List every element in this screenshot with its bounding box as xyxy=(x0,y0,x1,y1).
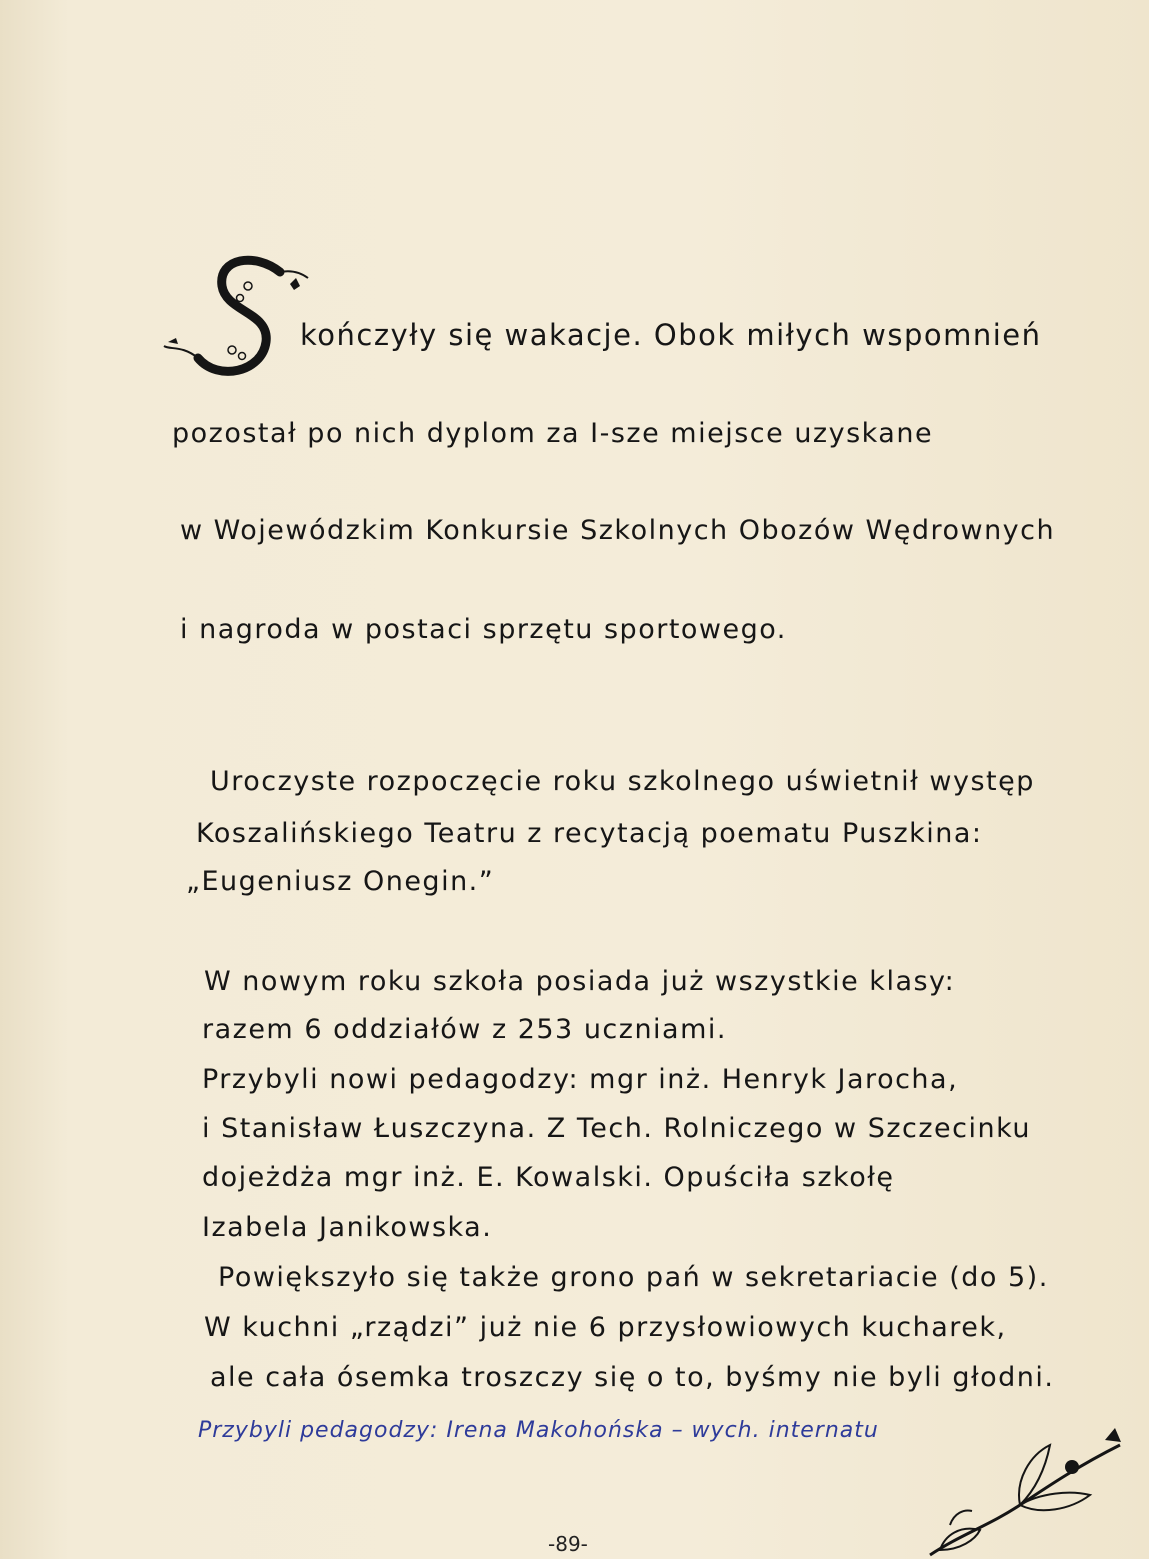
flower-drawing-icon xyxy=(920,1425,1149,1559)
school-year-line: Izabela Janikowska. xyxy=(202,1212,493,1243)
intro-line-2: pozostał po nich dyplom za I-sze miejsce uzyskane xyxy=(172,418,934,449)
school-year-line: W kuchni „rządzi” już nie 6 przysłowiowych kucharek, xyxy=(204,1312,1007,1343)
ceremony-line-3: „Eugeniusz Onegin.” xyxy=(186,866,495,897)
school-year-line: dojeżdża mgr inż. E. Kowalski. Opuściła szkołę xyxy=(202,1162,895,1193)
school-year-line: Przybyli nowi pedagodzy: mgr inż. Henryk Jarocha, xyxy=(202,1064,959,1095)
intro-line-1: kończyły się wakacje. Obok miłych wspomnień xyxy=(300,318,1042,352)
school-year-line: W nowym roku szkoła posiada już wszystkie klasy: xyxy=(204,966,956,997)
handwritten-blue-note: Przybyli pedagodzy: Irena Makohońska – wych. internatu xyxy=(198,1418,879,1443)
school-year-line: i Stanisław Łuszczyna. Z Tech. Rolniczego w Szczecinku xyxy=(202,1113,1032,1144)
ornamental-initial-s xyxy=(160,250,310,390)
page-number: -89- xyxy=(548,1532,588,1556)
ceremony-line-2: Koszalińskiego Teatru z recytacją poematu Puszkina: xyxy=(196,818,983,849)
school-year-line: ale cała ósemka troszczy się o to, byśmy nie byli głodni. xyxy=(210,1362,1055,1393)
school-year-line: Powiększyło się także grono pań w sekretariacie (do 5). xyxy=(218,1262,1049,1293)
ceremony-line-1: Uroczyste rozpoczęcie roku szkolnego uświetnił występ xyxy=(210,766,1035,797)
school-year-line: razem 6 oddziałów z 253 uczniami. xyxy=(202,1014,727,1045)
intro-line-3: w Wojewódzkim Konkursie Szkolnych Obozów Wędrownych xyxy=(180,515,1056,546)
intro-line-4: i nagroda w postaci sprzętu sportowego. xyxy=(180,614,787,645)
